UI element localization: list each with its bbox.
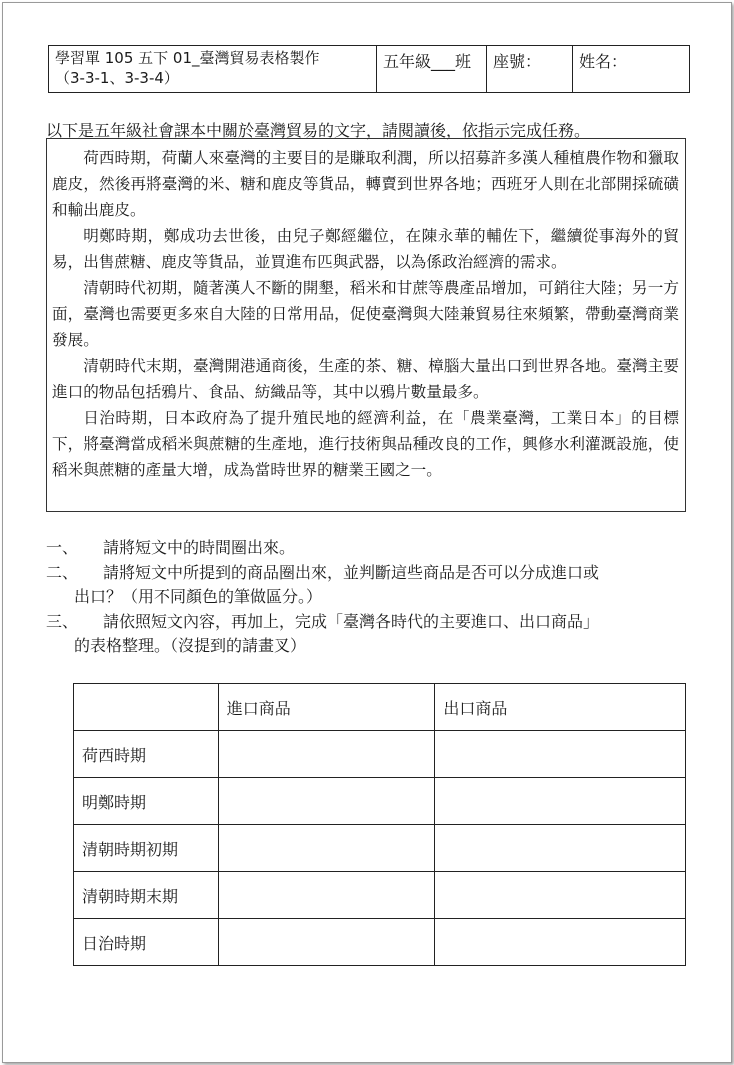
table-row — [74, 731, 686, 778]
task-text: 請依照短文內容，再加上，完成「臺灣各時代的主要進口、出口商品」 — [103, 611, 600, 631]
reading-passage — [46, 138, 686, 512]
passage-paragraph: 明鄭時期，鄭成功去世後，由兒子鄭經繼位，在陳永華的輔佐下，繼續從事海外的貿易，出售蔗糖、鹿皮等貨品，並買進布匹與武器，以為係政治經濟的需求。 — [52, 227, 679, 271]
table-row — [74, 919, 686, 966]
row-header-period: 明鄭時期 — [74, 778, 219, 825]
worksheet-title: 學習單 105 五下 01_臺灣貿易表格製作 — [55, 49, 320, 67]
column-header-exports: 出口商品 — [435, 684, 686, 731]
exports-answer-cell[interactable] — [435, 778, 686, 825]
passage-paragraph: 日治時期，日本政府為了提升殖民地的經濟利益，在「農業臺灣，工業日本」的目標下，將臺灣當成稻米與蔗糖的生產地，進行技術與品種改良的工作，興修水利灌溉設施，使稻米與蔗糖的產量大增，成為當時世界的糖業王國之一。 — [52, 409, 679, 479]
worksheet-code: （3-3-1、3-3-4） — [55, 69, 179, 87]
worksheet-title-cell — [49, 46, 377, 92]
exports-answer-cell[interactable] — [435, 919, 686, 966]
table-row — [74, 872, 686, 919]
task-number: 三、 — [46, 611, 79, 631]
row-header-period: 清朝時期初期 — [74, 825, 219, 872]
task-item — [46, 610, 686, 635]
task-text-continued: 的表格整理。（沒提到的請畫叉） — [74, 636, 307, 655]
class-field[interactable]: 五年級___班 — [377, 46, 487, 92]
task-number: 一、 — [46, 538, 79, 557]
row-header-period: 日治時期 — [74, 919, 219, 966]
task-item — [46, 561, 686, 586]
worksheet-header — [48, 45, 690, 93]
table-corner-cell — [74, 684, 219, 731]
imports-answer-cell[interactable] — [218, 731, 435, 778]
row-header-period: 荷西時期 — [74, 731, 219, 778]
passage-paragraph: 荷西時期，荷蘭人來臺灣的主要目的是賺取利潤，所以招募許多漢人種植農作物和獵取鹿皮，然後再將臺灣的米、糖和鹿皮等貨品，轉賣到世界各地；西班牙人則在北部開採硫磺和輸出鹿皮。 — [52, 149, 679, 219]
task-list — [46, 536, 686, 659]
imports-answer-cell[interactable] — [218, 872, 435, 919]
trade-goods-table — [73, 683, 686, 966]
instructions-intro: 以下是五年級社會課本中關於臺灣貿易的文字，請閱讀後，依指示完成任務。 — [46, 121, 591, 140]
exports-answer-cell[interactable] — [435, 825, 686, 872]
column-header-imports: 進口商品 — [218, 684, 435, 731]
imports-answer-cell[interactable] — [218, 825, 435, 872]
table-header-row — [74, 684, 686, 731]
row-header-period: 清朝時期末期 — [74, 872, 219, 919]
passage-paragraph: 清朝時代初期，隨著漢人不斷的開墾，稻米和甘蔗等農產品增加，可銷往大陸；另一方面，臺灣也需要更多來自大陸的日常用品，促使臺灣與大陸兼貿易往來頻繁，帶動臺灣商業發展。 — [52, 279, 679, 349]
table-row — [74, 825, 686, 872]
task-item — [46, 536, 686, 561]
imports-answer-cell[interactable] — [218, 919, 435, 966]
exports-answer-cell[interactable] — [435, 872, 686, 919]
imports-answer-cell[interactable] — [218, 778, 435, 825]
table-row — [74, 778, 686, 825]
task-text-continued: 出口？（用不同顏色的筆做區分。） — [74, 587, 323, 606]
task-text: 請將短文中所提到的商品圈出來，並判斷這些商品是否可以分成進口或 — [103, 562, 600, 582]
seat-number-field[interactable]: 座號： — [487, 46, 573, 92]
task-number: 二、 — [46, 562, 79, 582]
student-name-field[interactable]: 姓名： — [579, 52, 628, 71]
passage-paragraph: 清朝時代末期，臺灣開港通商後，生產的茶、糖、樟腦大量出口到世界各地。臺灣主要進口的物品包括鴉片、食品、紡織品等，其中以鴉片數量最多。 — [52, 357, 679, 401]
exports-answer-cell[interactable] — [435, 731, 686, 778]
task-text: 請將短文中的時間圈出來。 — [103, 538, 296, 557]
